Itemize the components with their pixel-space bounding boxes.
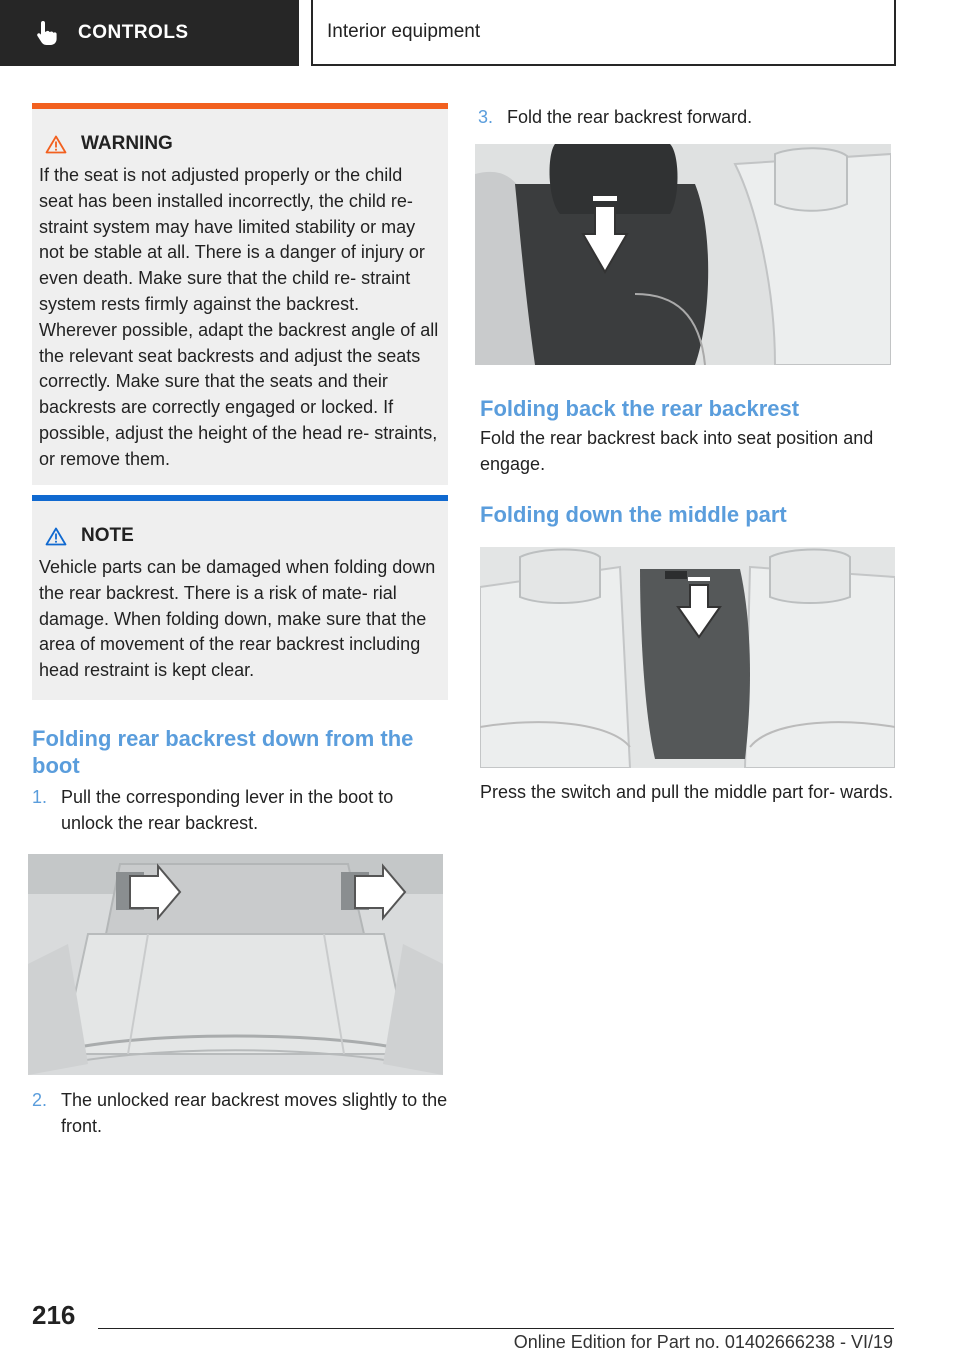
hand-pointer-icon (32, 18, 62, 48)
step-3 (478, 105, 898, 131)
step-2 (32, 1088, 448, 1140)
page-header (0, 0, 960, 66)
warning-label: WARNING (81, 133, 173, 154)
footer-rule (98, 1328, 894, 1329)
step-number: 3. (478, 107, 494, 127)
section-label: Interior equipment (327, 21, 481, 42)
step-text: Fold the rear backrest forward. (507, 107, 753, 127)
warning-triangle-icon (45, 527, 67, 546)
text-fold-back: Fold the rear backrest back into seat position and engage. (480, 428, 874, 474)
heading-fold-from-boot: Folding rear backrest down from the boot (32, 726, 414, 778)
left-column (32, 103, 448, 837)
section-tab[interactable] (311, 0, 896, 66)
page-number: 216 (32, 1300, 76, 1330)
figure-fold-forward (475, 144, 891, 365)
middle-part-text-block (480, 780, 900, 806)
warning-title (45, 133, 440, 155)
figure-boot-levers (28, 854, 443, 1075)
step-2-container (32, 1088, 448, 1140)
note-label: NOTE (81, 525, 134, 546)
chapter-tab[interactable] (0, 0, 299, 66)
right-text-block (480, 395, 900, 528)
note-title (45, 525, 440, 547)
warning-box (32, 103, 448, 485)
text-middle-part: Press the switch and pull the middle part for‐ wards. (480, 782, 894, 802)
warning-triangle-icon (45, 135, 67, 154)
step-text: The unlocked rear backrest moves slightly to the front. (61, 1090, 448, 1136)
heading-fold-back: Folding back the rear backrest (480, 396, 800, 421)
step-text: Pull the corresponding lever in the boot to unlock the rear backrest. (61, 787, 394, 833)
figure-middle-part (480, 547, 895, 768)
step-number: 1. (32, 787, 48, 807)
note-text: Vehicle parts can be damaged when folding down the rear backrest. There is a risk of mate‐ rial damage. When folding down, make sure that the area of movement of the rear backrest including head restraint is kept clear. (39, 557, 436, 681)
note-box (32, 495, 448, 700)
chapter-label: CONTROLS (78, 22, 189, 43)
edition-text: Online Edition for Part no. 01402666238 - VI/19 (513, 1332, 893, 1352)
right-column (478, 103, 898, 131)
heading-middle-part: Folding down the middle part (480, 501, 787, 527)
step-number: 2. (32, 1090, 48, 1110)
step-1 (32, 785, 448, 837)
warning-text: If the seat is not adjusted properly or the child seat has been installed incorrectly, the child re‐ straint system may have limited stability or may not be stable at all. There is a danger of injury or even death. Make sure that the child re‐ straint system rests firmly against the backrest. Wherever possible, adapt the backrest angle of all the relevant seat backrests and adjust the seats correctly. Make sure that the seats and their backrests are correctly engaged or locked. If possible, adjust the height of the head re‐ straints, or remove them. (39, 165, 439, 469)
